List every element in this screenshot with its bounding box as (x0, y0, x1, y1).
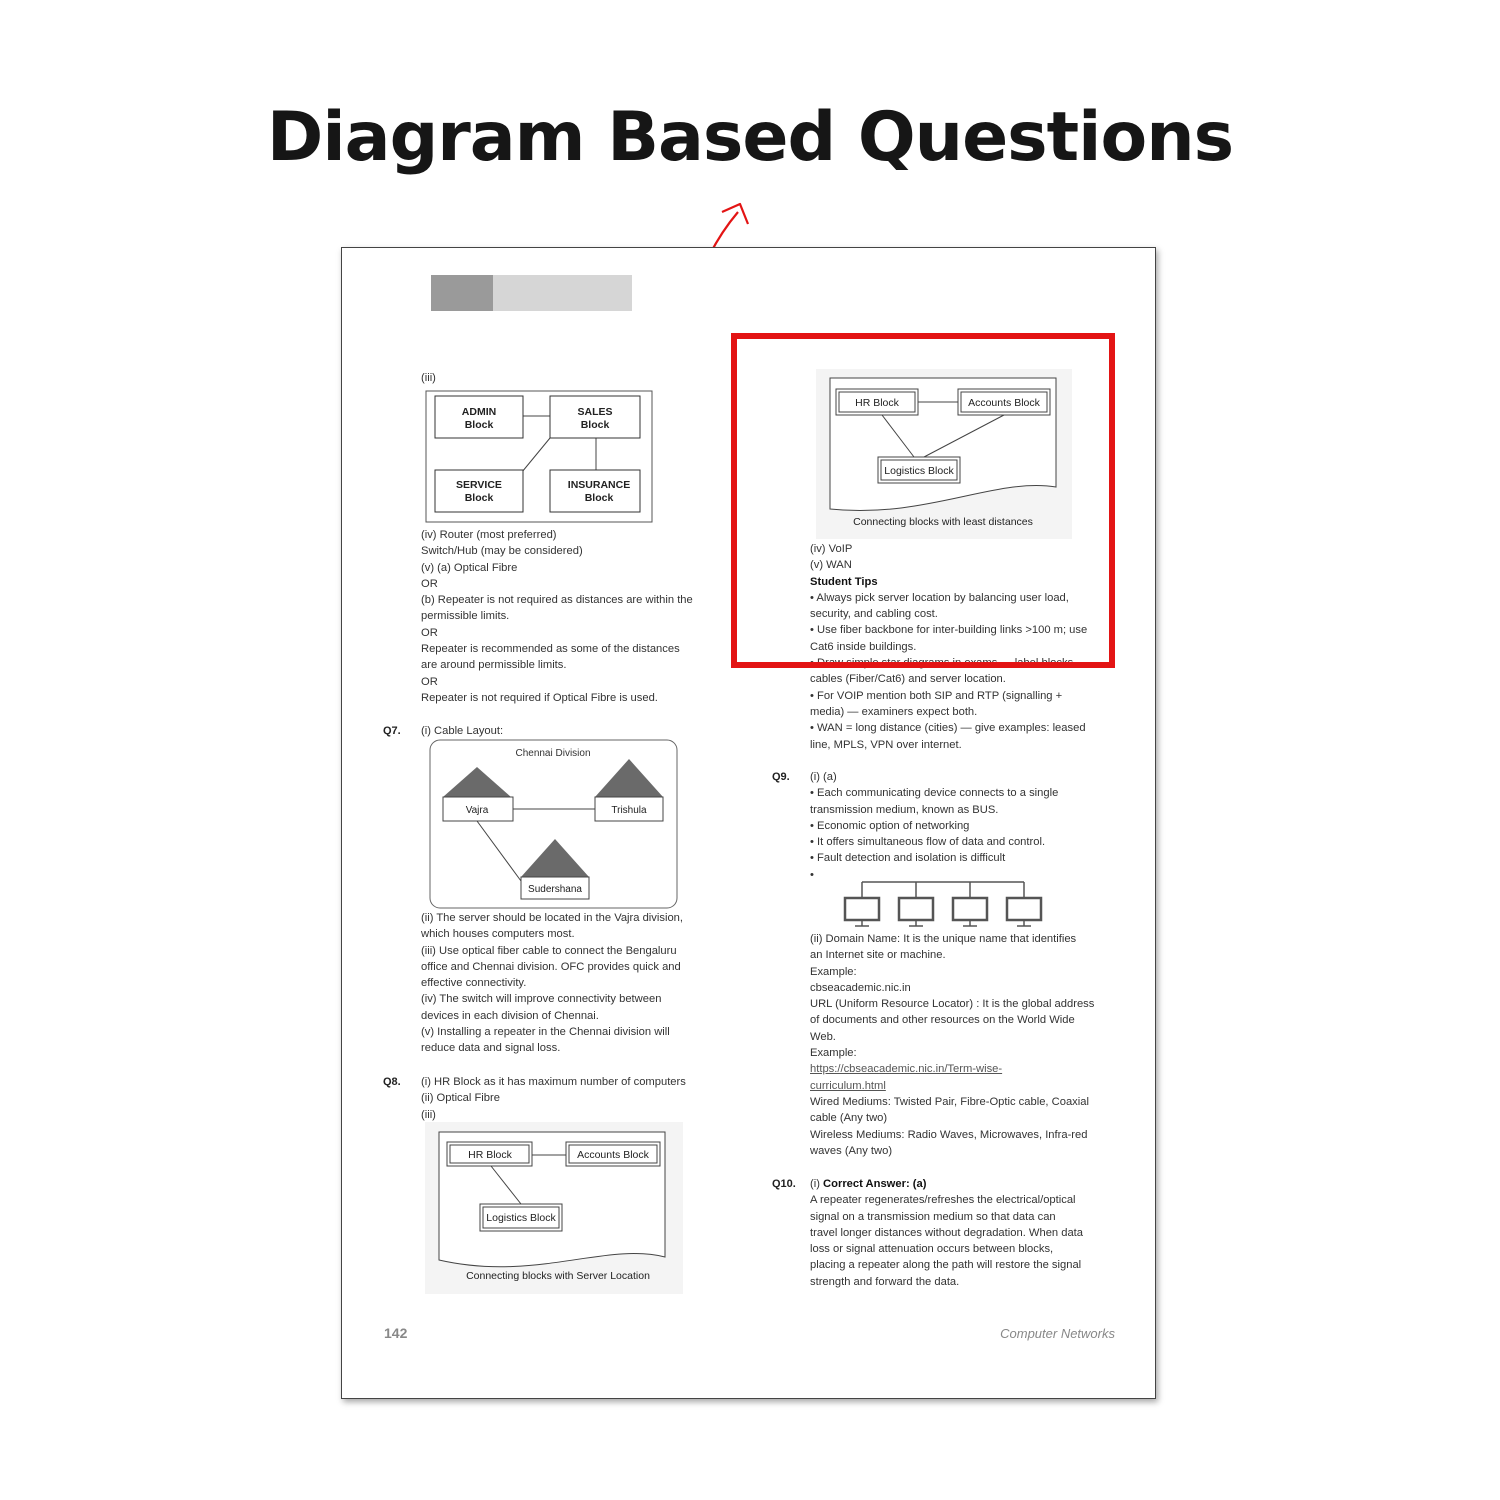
top-logistics-block: Logistics Block (884, 465, 954, 477)
q8-hr-block: HR Block (468, 1149, 512, 1161)
q6-block-diagram (425, 390, 653, 524)
admin-block-line2: Block (464, 419, 494, 431)
q8-answer-text: (i) HR Block as it has maximum number of computers (ii) Optical Fibre (iii) (421, 1076, 686, 1121)
student-tips-heading: Student Tips (810, 575, 878, 588)
sales-block-line1: SALES (577, 406, 613, 418)
q8-accounts-block: Accounts Block (577, 1149, 649, 1161)
right-answers-iv-v: (iv) VoIP (v) WAN Student Tips • Always pick server location by balancing user load, security, and cabling cost. • Use fiber backbone for inter-building links >100 m; use Cat6 inside buildings. • Draw simple star diagrams in exams — label blocks, cables (Fiber/Cat6) and server location. • For VOIP mention both SIP and RTP (signalling + media) — examiners expect both. • WAN = long distance (cities) — give examples: leased line, MPLS, VPN over internet. (810, 543, 1088, 751)
admin-block-line1: ADMIN (461, 406, 497, 418)
service-block-line2: Block (464, 492, 494, 504)
q10-correct-answer: Correct Answer: (a) (823, 1178, 927, 1190)
bus-topology-diagram (842, 880, 1047, 930)
trishula-label: Trishula (611, 805, 647, 816)
q9-part-i-text: (i) (a) • Each communicating device connects to a single transmission medium, known as BUS. • Economic option of networking • It offers simultaneous flow of data and control. • Fault detection and isolation is difficult • (810, 771, 1059, 881)
q8-number: Q8. (383, 1076, 401, 1088)
q10-number: Q10. (772, 1178, 796, 1190)
q8-diagram-caption: Connecting blocks with Server Location (466, 1270, 650, 1282)
cbse-url-link-1[interactable]: https://cbseacademic.nic.in/Term-wise- (810, 1063, 1003, 1076)
red-highlight-box (731, 333, 1115, 668)
service-block-line1: SERVICE (456, 479, 502, 491)
header-gray-bar (431, 275, 632, 311)
top-accounts-block: Accounts Block (968, 397, 1040, 409)
q7-intro: (i) Cable Layout: (421, 725, 504, 737)
q8-logistics-block: Logistics Block (486, 1212, 556, 1224)
q7-number: Q7. (383, 725, 401, 737)
insurance-block-line2: Block (584, 492, 614, 504)
page-headline: Diagram Based Questions (266, 98, 1234, 177)
sales-block-line2: Block (580, 419, 610, 431)
q9-number: Q9. (772, 771, 790, 783)
top-diagram-caption: Connecting blocks with least distances (853, 516, 1033, 528)
q6-sub-label: (iii) (421, 372, 436, 384)
running-footer-title: Computer Networks (1000, 1326, 1115, 1341)
q7-chennai-diagram (429, 739, 679, 911)
q9-part-ii-text: (ii) Domain Name: It is the unique name that identifies an Internet site or machine. Example: cbseacademic.nic.in URL (Uniform Resource Locator) : It is the global address of documents and other resources on the World Wide Web. Example: https://cbseacademic.nic.in/Term-wise- curriculum.html Wired Mediums: Twisted Pair, Fibre-Optic cable, Coaxial cable (Any two) Wireless Mediums: Radio Waves, Microwaves, Infra-red waves (Any two) (810, 933, 1095, 1157)
q10-answer-text: (i) Correct Answer: (a) A repeater regenerates/refreshes the electrical/optical signal on a transmission medium so that data can travel longer distances without degradation. When data loss or signal attenuation occurs between blocks, placing a repeater along the path will restore the signal strength and forward the data. (810, 1178, 1084, 1288)
top-hr-block: HR Block (855, 397, 899, 409)
q6-answer-text: (iv) Router (most preferred) Switch/Hub (may be considered) (v) (a) Optical Fibre OR (b) Repeater is not required as distances are within the permissible limits. OR Repeater is recommended as some of the distances are around permissible limits. OR Repeater is not required if Optical Fibre is used. (421, 529, 693, 704)
insurance-block-line1: INSURANCE (567, 479, 631, 491)
page-number: 142 (384, 1325, 408, 1341)
q8-server-diagram (425, 1122, 685, 1295)
chennai-division-title: Chennai Division (515, 748, 591, 759)
vajra-label: Vajra (465, 805, 489, 816)
q7-answer-text: (ii) The server should be located in the Vajra division, which houses computers most. (iii) Use optical fiber cable to connect the Bengaluru office and Chennai division. OFC provides quick and effective connectivity. (iv) The switch will improve connectivity between devices in each division of Chennai. (v) Installing a repeater in the Chennai division will reduce data and signal loss. (421, 912, 684, 1055)
sudershana-label: Sudershana (528, 884, 582, 895)
cbse-url-link-2[interactable]: curriculum.html (810, 1079, 886, 1092)
